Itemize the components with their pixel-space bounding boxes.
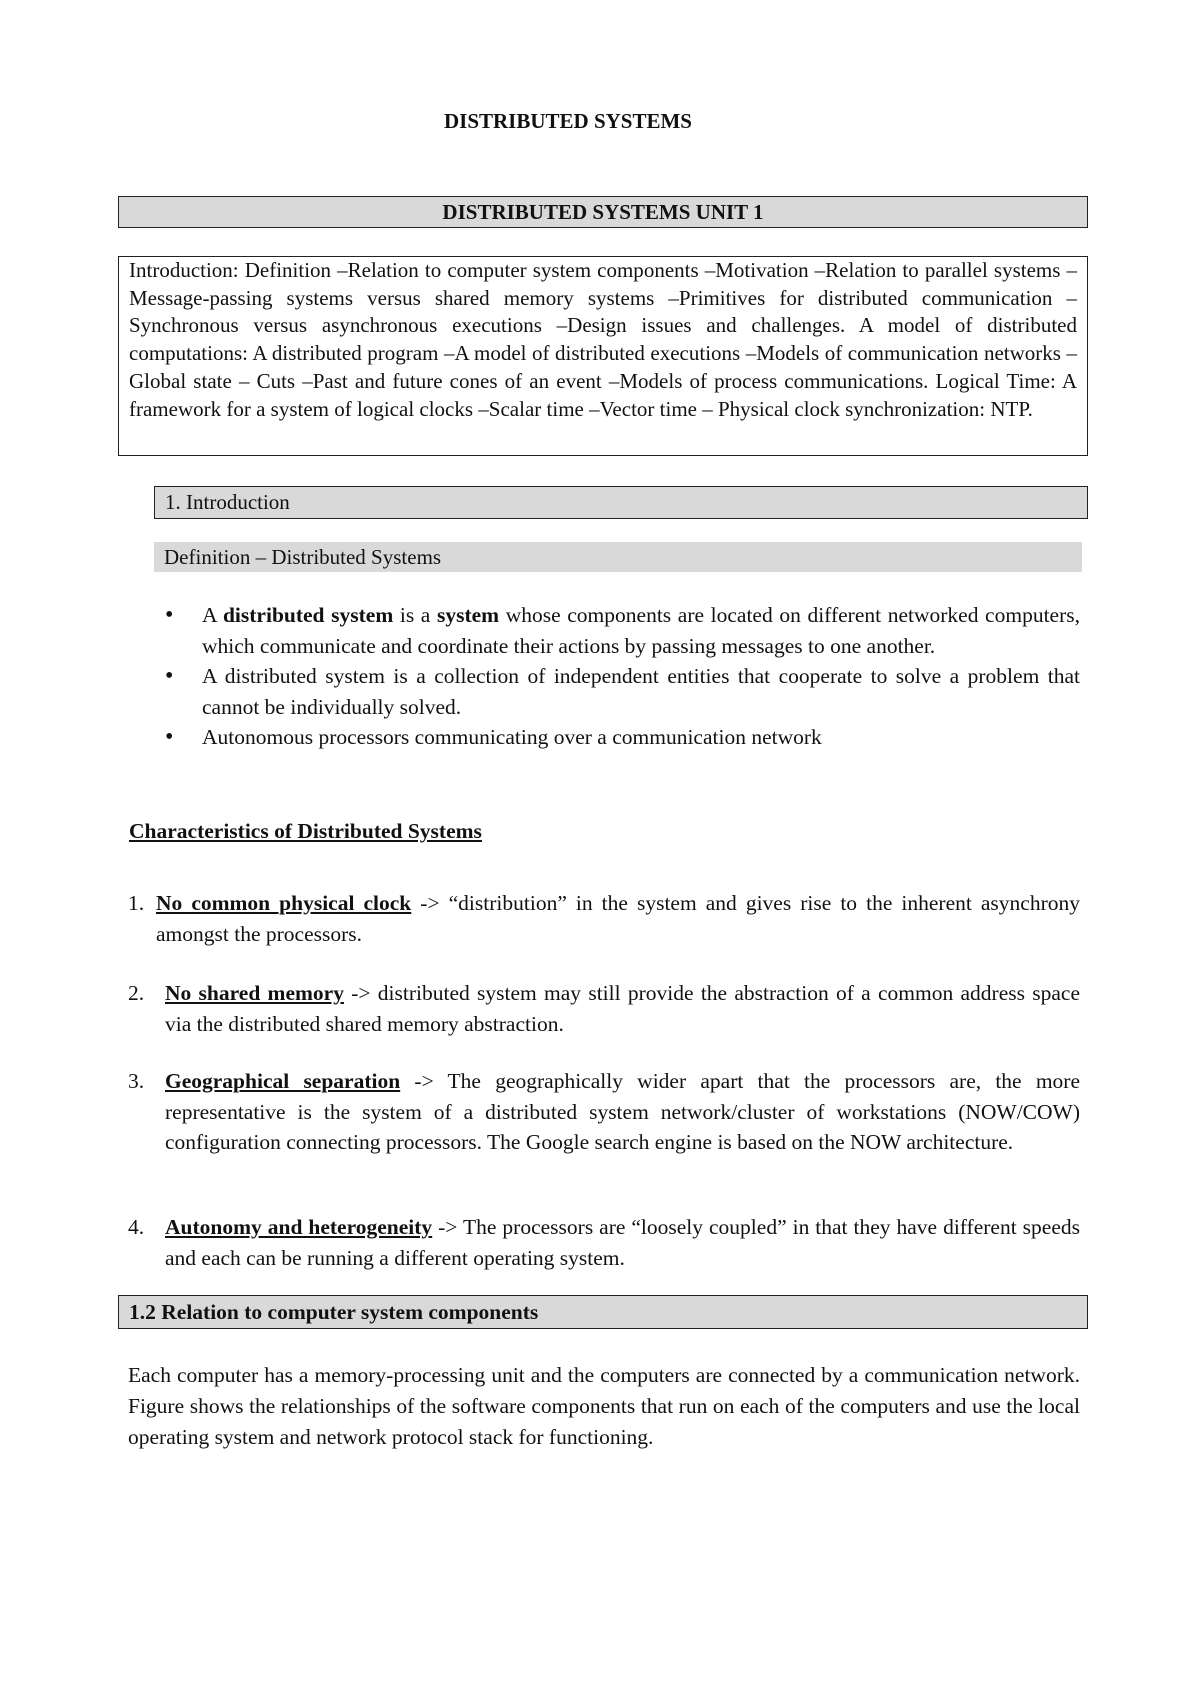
- characteristic-text: -> “distribution” in the system and gives rise to the inherent asynchrony amongst the processors.: [156, 891, 1080, 946]
- section-paragraph: Each computer has a memory-processing unit and the computers are connected by a communication network. Figure shows the relationships of the software components that run on each of the computers and use the local operating system and network protocol stack for functioning.: [128, 1363, 1080, 1449]
- characteristic-term: No common physical clock: [156, 891, 412, 915]
- syllabus-box: Introduction: Definition –Relation to computer system components –Motivation –Relation to parallel systems – Message-passing systems versus shared memory systems –Primitives for distributed communication –Synchronous versus asynchronous executions –Design issues and challenges. A model of distributed computations: A distributed program –A model of distributed executions –Models of communication networks –Global state – Cuts –Past and future cones of an event –Models of process communications. Logical Time: A framework for a system of logical clocks –Scalar time –Vector time – Physical clock synchronization: NTP.: [118, 256, 1088, 456]
- characteristic-item: [128, 1066, 1080, 1158]
- characteristic-item: [128, 1212, 1080, 1273]
- list-item: [160, 600, 1080, 661]
- bold-term: distributed system: [222, 603, 394, 627]
- item-number: 1.: [128, 891, 145, 915]
- definition-heading: Definition – Distributed Systems: [154, 542, 1082, 572]
- list-item: • A distributed system is a collection of independent entities that cooperate to solve a problem that cannot be individually solved.: [160, 661, 1080, 722]
- unit-title-box: DISTRIBUTED SYSTEMS UNIT 1: [118, 196, 1088, 228]
- definition-bullet-list: [160, 600, 1080, 753]
- characteristic-item: [128, 978, 1080, 1039]
- document-title: DISTRIBUTED SYSTEMS: [443, 109, 692, 133]
- item-number: 4.: [128, 1215, 145, 1239]
- characteristic-term: Autonomy and heterogeneity: [165, 1215, 433, 1239]
- bullet-text: A: [202, 603, 223, 627]
- item-number: 2.: [128, 981, 145, 1005]
- item-number: 3.: [128, 1069, 145, 1093]
- bold-term: system: [436, 603, 500, 627]
- characteristic-term: Geographical separation: [165, 1069, 401, 1093]
- characteristic-term: No shared memory: [165, 981, 344, 1005]
- bullet-text: is a: [393, 603, 437, 627]
- characteristics-heading: Characteristics of Distributed Systems: [129, 819, 482, 843]
- list-item: • Autonomous processors communicating over a communication network: [160, 722, 1080, 753]
- characteristic-text: -> distributed system may still provide the abstraction of a common address space via the distributed shared memory abstraction.: [165, 981, 1080, 1036]
- section-heading-introduction: 1. Introduction: [154, 486, 1088, 519]
- characteristic-item: [128, 888, 1080, 949]
- characteristic-text: -> The geographically wider apart that the processors are, the more representative is the system of a distributed system network/cluster of workstations (NOW/COW) configuration connecting processors. The Google search engine is based on the NOW architecture.: [165, 1069, 1080, 1154]
- section-heading-relation: 1.2 Relation to computer system components: [118, 1295, 1088, 1329]
- characteristic-text: -> The processors are “loosely coupled” in that they have different speeds and each can be running a different operating system.: [165, 1215, 1080, 1270]
- bullet-text: whose components are located on different networked computers, which communicate and coordinate their actions by passing messages to one another.: [202, 603, 1080, 658]
